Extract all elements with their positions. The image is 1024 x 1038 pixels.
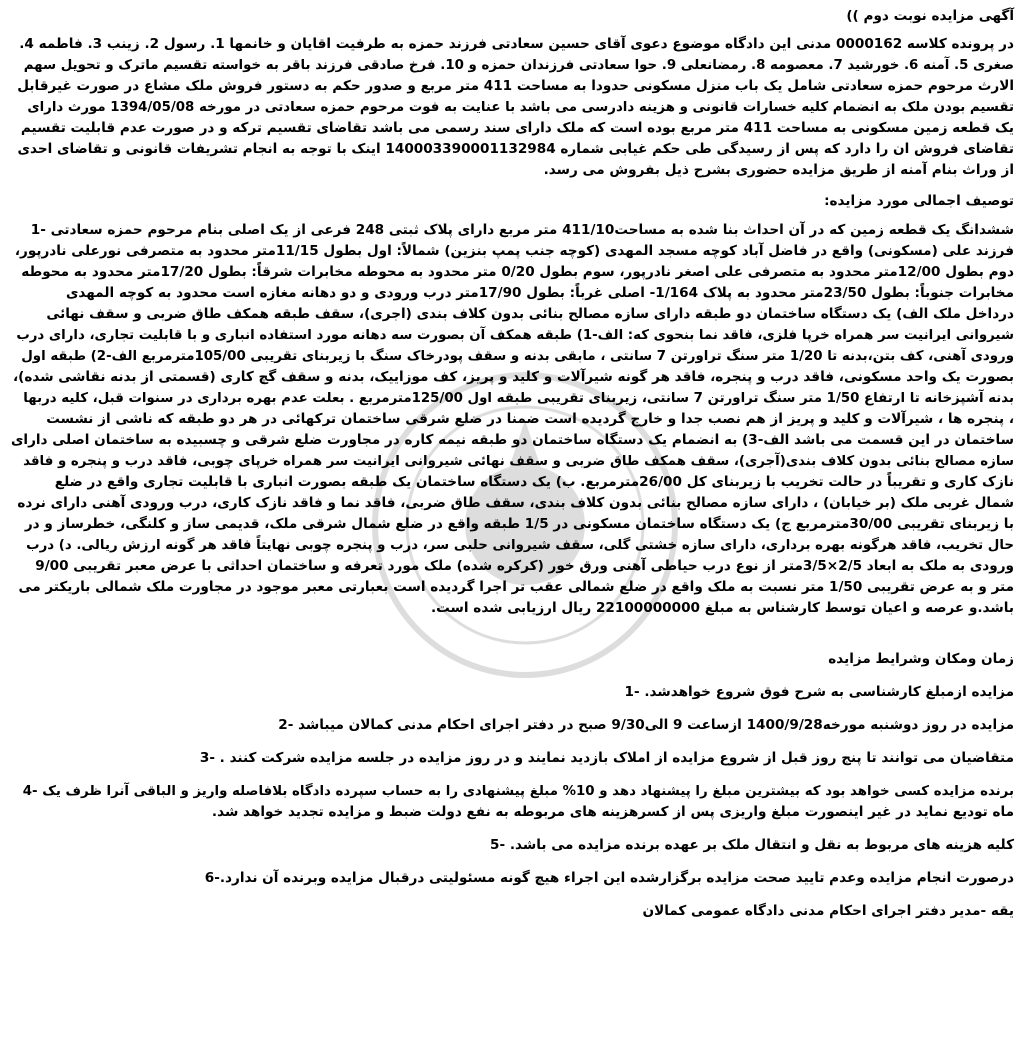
description-paragraph	[10, 220, 1014, 619]
description-line: ورودی به ملک به ابعاد 2/5×3/5متر از نوع درب حیاطی آهنی ورق خور (کرکره شده) ملک مورد تعرفه و ساختمان احداثی با عرض معبر تقریبی 9/00	[35, 558, 1014, 574]
description-heading: توصیف اجمالی مورد مزایده:	[824, 193, 1014, 209]
condition-item: متقاضیان می توانند تا پنج روز قبل از شروع مزایده از املاک بازدید نمایند و در روز مزایده در جلسه مزایده شرکت کنند . -3	[199, 750, 1014, 766]
intro-line: از وراث بنام آمنه از طریق مزایده حضوری بشرح ذیل بفروش می رسد.	[543, 162, 1014, 178]
description-line: بصورت یک واحد مسکونی، فاقد درب و پنجره، فاقد هر گونه شیرآلات و کلید و پریز، کف موزاییک، بدنه و سقف گچ کاری (قسمتی از بدنه نقاشی شده)،	[12, 369, 1014, 385]
conditions-heading: زمان ومکان وشرایط مزایده	[828, 651, 1014, 667]
condition-item: برنده مزایده کسی خواهد بود که بیشترین مبلغ را پیشنهاد دهد و 10% مبلغ پیشنهادی را به حساب سپرده دادگاه بلافاصله واریز و الباقی آنرا ظرف یک -4	[22, 784, 1014, 799]
intro-line: تقاضای فروش ان را دارد که پس از رسیدگی طی حکم غیابی شماره 140003390001132984 اینک با توجه به انجام تشریفات قانونی و تقاضای احدی	[17, 141, 1014, 157]
description-line: ششدانگ یک قطعه زمین که در آن احداث بنا شده به مساحت411/10 متر مربع دارای پلاک ثبتی 248 فرعی از یک اصلی بنام مرحوم حمزه سعادتی -1	[30, 222, 1014, 238]
notice-title: آگهی مزایده نوبت دوم ))	[846, 8, 1014, 24]
description-line: ، پنجره ها ، شیرآلات و کلید و پریز از هم نصب جدا و خارج گردیده است ضمنا در ضلع شرقی ساختمان ترکهائی در هر دو طبقه که ناشی از نشست	[46, 411, 1014, 427]
description-line: ورودی آهنی، کف بتن،بدنه تا 1/20 متر سنگ تراورتن 7 سانتی ، مابقی بدنه و سقف پودرخاک سنگ با زیربنای تقریبی 105/00مترمربع الف-2) طبقه اول	[21, 349, 1014, 364]
condition-item-continuation: ماه تودیع نماید در غیر اینصورت مبلغ واریزی پس از کسرهزینه های مربوطه به نفع دولت ضبط و مزایده تجدید خواهد شد.	[211, 804, 1014, 820]
intro-line: در پرونده کلاسه 0000162 مدنی این دادگاه موضوع دعوی آقای حسین سعادتی فرزند حمزه به طرفیت اقایان و خانمها 1. رسول 2. زینب 3. فاطمه 4.	[19, 36, 1014, 52]
intro-line: یک قطعه زمین مسکونی به مساحت 411 متر مربع بوده است که ملک دارای سند رسمی می باشد تقاضای تقسیم ترکه و در صورت عدم قابلیت تقسیم	[20, 120, 1014, 136]
description-line: نازک کاری و تقریباً در حالت تخریب با زیربنای کل 26/00مترمربع. ب) یک دستگاه ساختمان یک طبقه بصورت انباری با قابلیت تجاری واقع در ضلع	[54, 474, 1014, 490]
signature-line: یقه -مدیر دفتر اجرای احکام مدنی دادگاه عمومی کمالان	[642, 903, 1014, 919]
condition-item: مزایده در روز دوشنبه مورخه1400/9/28 ازساعت 9 الی9/30 صبح در دفتر اجرای احکام مدنی کمالان میباشد -2	[278, 717, 1014, 733]
description-line: حال تخریب، فاقد هرگونه بهره برداری، دارای سازه خشتی گلی، سقف شیروانی حلبی سر، درب و پنجره چوبی نهایتاً فاقد هر گونه ارزش ریالی. د) درب	[26, 538, 1014, 553]
intro-line: صغری 5. آمنه 6. خورشید 7. معصومه 8. رمضانعلی 9. حوا سعادتی فرزندان حمزه و 10. فرخ صادقی فرزند باقر به خواسته تقسیم ماترک و تحویل سهم	[23, 58, 1014, 73]
spacer	[10, 619, 1014, 649]
intro-paragraph	[10, 34, 1014, 181]
description-line: فرزند علی (مسکونی) واقع در فاضل آباد کوچه مسجد المهدی (کوچه جنب پمپ بنزین) شمالاً: اول بطول 11/15متر محدود به متصرفی نورعلی نادرپور،	[14, 243, 1014, 259]
intro-line: تقسیم بودن ملک به انضمام کلیه خسارات قانونی و هزینه دادرسی می باشد با عنایت به فوت مرحوم حمزه سعادتی در مورخه 1394/05/08 مورث دارای	[27, 100, 1014, 115]
description-line: باشد.و عرصه و اعیان توسط کارشناس به مبلغ 22100000000 ریال ارزیابی شده است.	[430, 600, 1014, 616]
description-line: سازه مصالح بنائی بدون کلاف بندی(آجری)، سقف همکف طاق ضربی و سقف نهائی شیروانی ایرانیت سر همراه خرپای چوبی، فاقد درب و پنجره و فاقد	[23, 454, 1014, 469]
description-line: با زیربنای تقریبی 30/00مترمربع ج) یک دستگاه ساختمان مسکونی در 1/5 طبقه واقع در ضلع شمال شرقی ملک، قدیمی ساز و کلنگی، خطرساز و در	[24, 516, 1014, 532]
description-line: شیروانی ایرانیت سر همراه خرپا فلزی، فاقد نما بنحوی که: الف-1) طبقه همکف آن بصورت سه دهانه مورد استفاده انباری و با قابلیت تجاری، دارای درب	[16, 328, 1014, 343]
description-line: مخابرات جنوباً: بطول 23/50متر محدود به پلاک 1/164- اصلی غرباً: بطول 17/90متر درب ورودی و دو دهانه مغازه است محدود به کوچه المهدی	[65, 285, 1014, 301]
description-line: بدنه آشپزخانه تا ارتفاع 1/50 متر سنگ تراورتن 7 سانتی، زیربنای تقریبی طبقه اول 125/00مترمربع . بعلت عدم بهره برداری در سنوات قبل، کلیه دربها	[23, 391, 1014, 406]
description-line: دوم بطول 12/00متر محدود به متصرفی علی اصغر نادرپور، سوم بطول 0/20 متر محدود به محوطه مخابرات شرقاً: بطول 17/20متر محدود به محوطه	[21, 264, 1014, 280]
description-line: ساختمان در این قسمت می باشد الف-3) به انضمام یک دستگاه ساختمان دو طبقه نیمه کاره در مجاورت ضلع شرقی و چسبیده به ساختمان اصلی دارای	[10, 432, 1014, 448]
description-line: درداخل ملک الف) یک دستگاه ساختمان دو طبقه دارای سازه مصالح بنائی بدون کلاف بندی (اجری)، سقف طبقه همکف طاق ضربی و سقف نهائی	[46, 306, 1014, 322]
condition-item: کلیه هزینه های مربوط به نقل و انتقال ملک بر عهده برنده مزایده می باشد. -5	[490, 837, 1014, 853]
condition-item: درصورت انجام مزایده وعدم تایید صحت مزایده برگزارشده این اجراء هیچ گونه مسئولیتی درقبال مزایده وبرنده آن ندارد.-6	[204, 870, 1014, 886]
conditions-list	[10, 682, 1014, 922]
description-line: متر و به عرض تقریبی 1/50 متر نسبت به ملک واقع در ضلع شمالی عقب تر اجرا گردیده است بعبارتی معبر موجود در مجاورت ملک شمالی باریکتر می	[18, 579, 1014, 595]
intro-line: الارث مرحوم حمزه سعادتی شامل یک باب منزل مسکونی حدودا به مساحت 411 متر مربع و صدور حکم به دستور فروش ملک مشاع در صورت غیرقابل	[17, 78, 1014, 94]
description-line: شمال غربی ملک (بر خیابان) ، دارای سازه مصالح بنائی بدون کلاف بندی، سقف طاق ضربی، فاقد نما و فاقد نازک کاری، درب ورودی آهنی دارای نرده	[17, 495, 1014, 511]
condition-item: مزایده ازمبلغ کارشناسی به شرح فوق شروع خواهدشد. -1	[624, 684, 1014, 700]
